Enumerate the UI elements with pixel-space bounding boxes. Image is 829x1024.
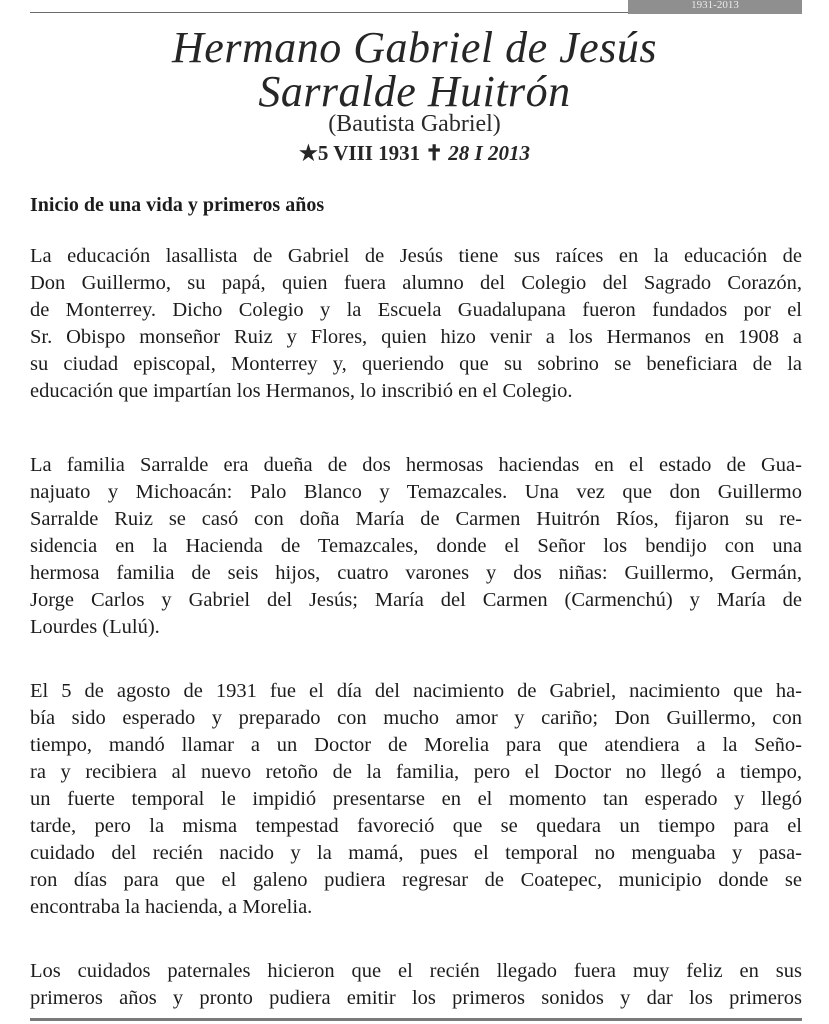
paragraph-line: La familia Sarralde era dueña de dos hermosas haciendas en el estado de Gua- bbox=[30, 454, 802, 476]
paragraph-line: bía sido esperado y preparado con mucho amor y cariño; Don Guillermo, con bbox=[30, 707, 802, 729]
paragraph-line: Los cuidados paternales hicieron que el recién llegado fuera muy feliz en sus bbox=[30, 960, 802, 982]
birth-date: ★5 VIII 1931 bbox=[299, 141, 426, 165]
paragraph-line: un fuerte temporal le impidió presentarse en el momento tan esperado y llegó bbox=[30, 788, 802, 810]
paragraph-line: najuato y Michoacán: Palo Blanco y Temazcales. Una vez que don Guillermo bbox=[30, 481, 802, 503]
paragraph-3 bbox=[30, 678, 802, 921]
paragraph-4 bbox=[30, 958, 802, 1012]
paragraph-line: su ciudad episcopal, Monterrey y, queriendo que su sobrino se beneficiara de la bbox=[30, 353, 802, 375]
paragraph-line: educación que impartían los Hermanos, lo inscribió en el Colegio. bbox=[30, 380, 573, 402]
paragraph-line: Jorge Carlos y Gabriel del Jesús; María del Carmen (Carmenchú) y María de bbox=[30, 589, 802, 611]
bottom-rule bbox=[30, 1018, 802, 1021]
paragraph-line: La educación lasallista de Gabriel de Jesús tiene sus raíces en la educación de bbox=[30, 245, 802, 267]
paragraph-2 bbox=[30, 452, 802, 641]
paragraph-line: tiempo, mandó llamar a un Doctor de Morelia para que atendiera a la Seño- bbox=[30, 734, 802, 756]
death-cross-icon: ✝ bbox=[425, 141, 444, 165]
paragraph-line: cuidado del recién nacido y la mamá, pues el temporal no menguaba y pasa- bbox=[30, 842, 802, 864]
death-date: 28 I 2013 bbox=[443, 141, 530, 165]
title-line-1: Hermano Gabriel de Jesús bbox=[172, 23, 657, 72]
paragraph-line: Sr. Obispo monseñor Ruiz y Flores, quien hizo venir a los Hermanos en 1908 a bbox=[30, 326, 802, 348]
paragraph-line: tarde, pero la misma tempestad favoreció que se quedara un tiempo para el bbox=[30, 815, 802, 837]
top-rule bbox=[30, 12, 628, 13]
paragraph-line: de Monterrey. Dicho Colegio y la Escuela Guadalupana fueron fundados por el bbox=[30, 299, 802, 321]
paragraph-line: sidencia en la Hacienda de Temazcales, donde el Señor los bendijo con una bbox=[30, 535, 802, 557]
paragraph-1 bbox=[30, 243, 802, 405]
paragraph-line: El 5 de agosto de 1931 fue el día del nacimiento de Gabriel, nacimiento que ha- bbox=[30, 680, 802, 702]
page-year-tab: 1931-2013 bbox=[628, 0, 802, 14]
paragraph-line: ra y recibiera al nuevo retoño de la familia, pero el Doctor no llegó a tiempo, bbox=[30, 761, 802, 783]
section-heading: Inicio de una vida y primeros años bbox=[30, 194, 325, 216]
title-line-2: Sarralde Huitrón bbox=[258, 67, 571, 116]
subtitle: (Bautista Gabriel) bbox=[328, 111, 501, 137]
life-dates bbox=[0, 140, 829, 166]
paragraph-line: Lourdes (Lulú). bbox=[30, 616, 160, 638]
paragraph-line: primeros años y pronto pudiera emitir los primeros sonidos y dar los primeros bbox=[30, 987, 802, 1009]
paragraph-line: hermosa familia de seis hijos, cuatro varones y dos niñas: Guillermo, Germán, bbox=[30, 562, 802, 584]
paragraph-line: encontraba la hacienda, a Morelia. bbox=[30, 896, 313, 918]
paragraph-line: Don Guillermo, su papá, quien fuera alumno del Colegio del Sagrado Corazón, bbox=[30, 272, 802, 294]
paragraph-line: Sarralde Ruiz se casó con doña María de Carmen Huitrón Ríos, fijaron su re- bbox=[30, 508, 802, 530]
paragraph-line: ron días para que el galeno pudiera regresar de Coatepec, municipio donde se bbox=[30, 869, 802, 891]
